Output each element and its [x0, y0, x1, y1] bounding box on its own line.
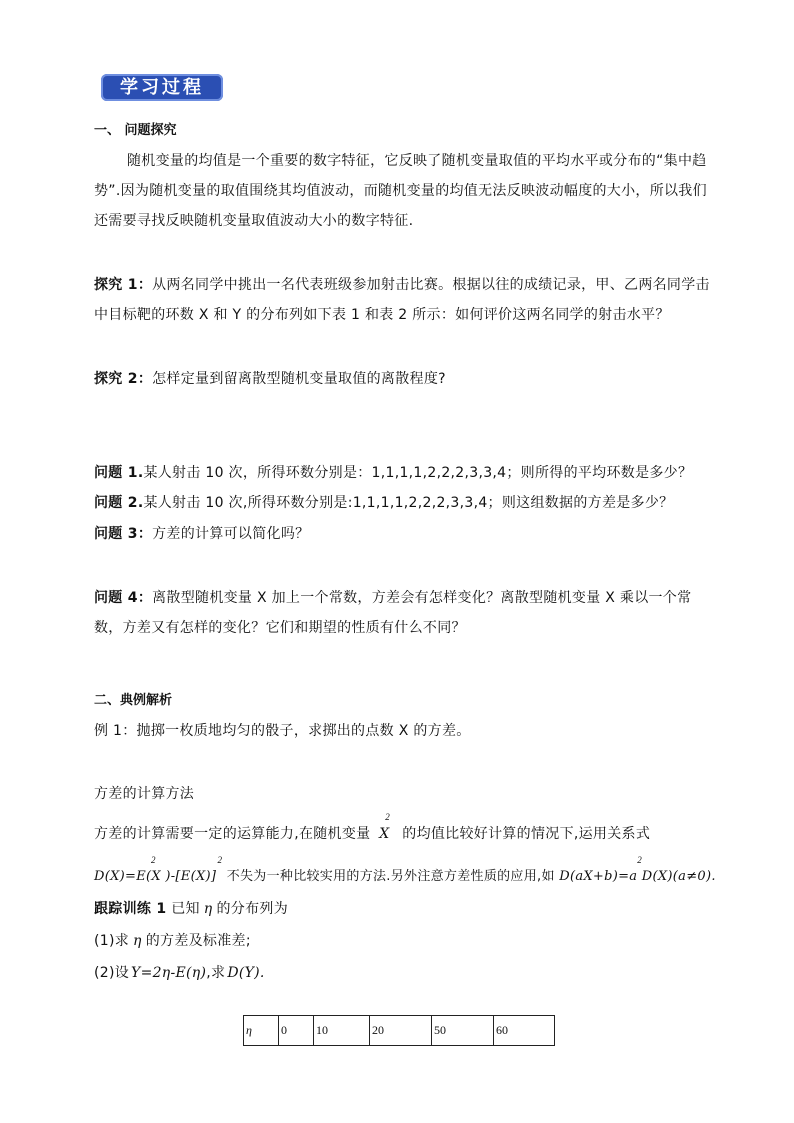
question-4-label: 问题 4： — [94, 590, 153, 606]
table-cell-60: 60 — [494, 1016, 555, 1046]
intro-line-1: 随机变量的均值是一个重要的数字特征，它反映了随机变量取值的平均水平或分布的“集中趋 — [127, 153, 707, 169]
subquestion-2-expr: Y=2η-E(η) — [131, 965, 207, 981]
formula-sup-a: 2 — [151, 855, 156, 865]
section2-title: 二、典例解析 — [94, 693, 173, 708]
subquestion-1 — [94, 930, 251, 950]
question-1-text: 某人射击 10 次，所得环数分别是：1,1,1,1,2,2,2,3,3,4；则所得的平均环数是多少？ — [143, 465, 693, 481]
question-1 — [94, 462, 692, 482]
example-1: 例 1：抛掷一枚质地均匀的骰子，求掷出的点数 X 的方差。 — [94, 723, 471, 739]
method-line-1 — [94, 812, 651, 843]
explore2-text: 怎样定量到留离散型随机变量取值的离散程度? — [152, 371, 446, 387]
question-2 — [94, 492, 673, 512]
explore2 — [94, 368, 446, 388]
formula-property-text: D(aX+b)=a D(X)(a≠0). — [559, 869, 716, 884]
explore1-line-2: 中目标靶的环数 X 和 Y 的分布列如下表 1 和表 2 所示：如何评价这两名同学的射击水平？ — [94, 307, 670, 323]
explore2-label: 探究 2： — [94, 371, 153, 387]
question-3 — [94, 523, 309, 543]
subquestion-1-b: 的方差及标准差; — [145, 933, 251, 949]
variable-x — [379, 812, 391, 842]
subquestion-2-b: ,求 — [206, 965, 226, 981]
tracking-text-2: 的分布列为 — [216, 901, 288, 917]
intro-line-3: 还需要寻找反映随机变量取值波动大小的数字特征. — [94, 213, 414, 229]
method-title: 方差的计算方法 — [94, 786, 195, 802]
question-2-label: 问题 2. — [94, 495, 144, 511]
subquestion-2-a: (2)设 — [94, 965, 130, 981]
formula-property — [559, 855, 716, 884]
formula-variance-text: D(X)=E(X )-[E(X)] — [94, 869, 217, 884]
tracking-training — [94, 898, 288, 918]
tracking-label: 跟踪训练 1 — [94, 901, 167, 917]
question-4-line-1 — [94, 587, 691, 607]
explore1-label: 探究 1： — [94, 277, 153, 293]
section1-title: 一、 问题探究 — [94, 123, 177, 138]
subquestion-2-expr2: D(Y). — [227, 965, 265, 981]
question-4-text-1: 离散型随机变量 X 加上一个常数，方差会有怎样变化？离散型随机变量 X 乘以一个常 — [152, 590, 692, 606]
formula-middle-text: 不失为一种比较实用的方法.另外注意方差性质的应用,如 — [226, 869, 555, 884]
formula-sup-c: 2 — [637, 855, 643, 865]
explore1-text-1: 从两名同学中挑出一名代表班级参加射击比赛。根据以往的成绩记录，甲、乙两名同学击 — [152, 277, 710, 293]
formula-line — [94, 855, 716, 884]
question-1-label: 问题 1. — [94, 465, 144, 481]
table-cell-10: 10 — [314, 1016, 370, 1046]
question-3-label: 问题 3： — [94, 526, 153, 542]
subquestion-2 — [94, 962, 265, 982]
formula-variance — [94, 855, 223, 884]
question-3-text: 方差的计算可以简化吗？ — [152, 526, 310, 542]
section-badge: 学习过程 — [101, 74, 223, 101]
formula-sup-b: 2 — [217, 855, 223, 865]
method-line-1-b: 的均值比较好计算的情况下,运用关系式 — [402, 826, 651, 842]
table-cell-eta: η — [244, 1016, 279, 1046]
explore1-line-1 — [94, 274, 710, 294]
tracking-text: 已知 — [171, 901, 200, 917]
table-row — [244, 1016, 555, 1046]
table-cell-20: 20 — [370, 1016, 432, 1046]
question-4-line-2: 数，方差又有怎样的变化？它们和期望的性质有什么不同？ — [94, 620, 466, 636]
variable-x-text: X — [379, 826, 390, 842]
table-cell-0: 0 — [279, 1016, 314, 1046]
method-line-1-a: 方差的计算需要一定的运算能力,在随机变量 — [94, 826, 371, 842]
subquestion-1-var: η — [133, 933, 142, 949]
table-cell-50: 50 — [432, 1016, 494, 1046]
superscript-2: 2 — [385, 812, 391, 822]
tracking-var: η — [203, 901, 213, 917]
intro-line-2: 势”.因为随机变量的取值围绕其均值波动，而随机变量的均值无法反映波动幅度的大小，所以我们 — [94, 183, 707, 199]
question-2-text: 某人射击 10 次,所得环数分别是:1,1,1,1,2,2,2,3,3,4；则这组数据的方差是多少？ — [143, 495, 674, 511]
distribution-table — [243, 1015, 555, 1046]
subquestion-1-a: (1)求 — [94, 933, 130, 949]
